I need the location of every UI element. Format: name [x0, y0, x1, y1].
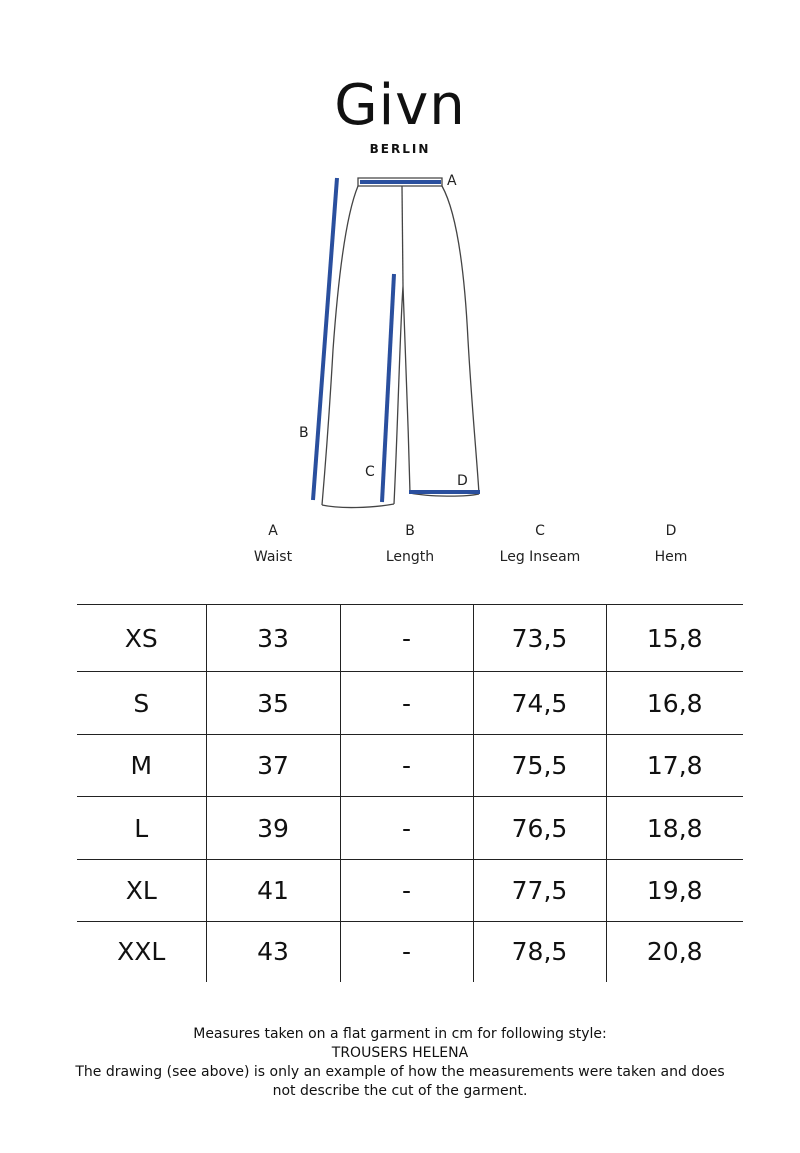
hem-cell: 16,8	[606, 672, 743, 735]
label-b: B	[299, 425, 309, 441]
size-cell: XS	[77, 605, 206, 672]
column-b-name: Length	[385, 549, 435, 565]
note-line-1: Measures taken on a flat garment in cm for following style:	[193, 1026, 607, 1042]
table-row	[77, 672, 743, 735]
table-row	[77, 735, 743, 797]
column-d-name: Hem	[654, 549, 688, 565]
label-a: A	[447, 173, 457, 189]
length-cell: -	[340, 860, 473, 922]
waist-cell: 37	[206, 735, 340, 797]
table-row	[77, 922, 743, 982]
inseam-cell: 74,5	[473, 672, 606, 735]
table-row	[77, 797, 743, 860]
column-a-name: Waist	[253, 549, 293, 565]
inseam-cell: 76,5	[473, 797, 606, 860]
brand-city: BERLIN	[369, 142, 431, 156]
length-cell: -	[340, 922, 473, 982]
inseam-cell: 78,5	[473, 922, 606, 982]
size-table	[77, 604, 743, 982]
waist-cell: 39	[206, 797, 340, 860]
waist-cell: 41	[206, 860, 340, 922]
size-cell: XL	[77, 860, 206, 922]
hem-cell: 17,8	[606, 735, 743, 797]
waist-cell: 43	[206, 922, 340, 982]
hem-cell: 18,8	[606, 797, 743, 860]
measure-line-c	[382, 274, 394, 502]
label-c: C	[365, 464, 375, 480]
hem-cell: 15,8	[606, 605, 743, 672]
hem-cell: 19,8	[606, 860, 743, 922]
column-c-name: Leg Inseam	[499, 549, 581, 565]
column-a-letter: A	[268, 523, 278, 539]
trousers-outline	[322, 178, 479, 508]
size-cell: L	[77, 797, 206, 860]
trousers-drawing	[0, 0, 800, 520]
size-cell: S	[77, 672, 206, 735]
length-cell: -	[340, 797, 473, 860]
brand-logo: Givn	[334, 73, 466, 138]
note-line-3: The drawing (see above) is only an example of how the measurements were taken and does	[75, 1064, 725, 1080]
length-cell: -	[340, 735, 473, 797]
note-style-name: TROUSERS HELENA	[331, 1045, 469, 1061]
inseam-cell: 75,5	[473, 735, 606, 797]
size-cell: M	[77, 735, 206, 797]
note-line-4: not describe the cut of the garment.	[272, 1083, 528, 1099]
table-row	[77, 605, 743, 672]
label-d: D	[457, 473, 468, 489]
length-cell: -	[340, 605, 473, 672]
inseam-cell: 77,5	[473, 860, 606, 922]
column-d-letter: D	[665, 523, 677, 539]
waist-cell: 35	[206, 672, 340, 735]
column-b-letter: B	[405, 523, 415, 539]
inseam-cell: 73,5	[473, 605, 606, 672]
size-cell: XXL	[77, 922, 206, 982]
waist-cell: 33	[206, 605, 340, 672]
length-cell: -	[340, 672, 473, 735]
table-row	[77, 860, 743, 922]
hem-cell: 20,8	[606, 922, 743, 982]
column-c-letter: C	[535, 523, 545, 539]
